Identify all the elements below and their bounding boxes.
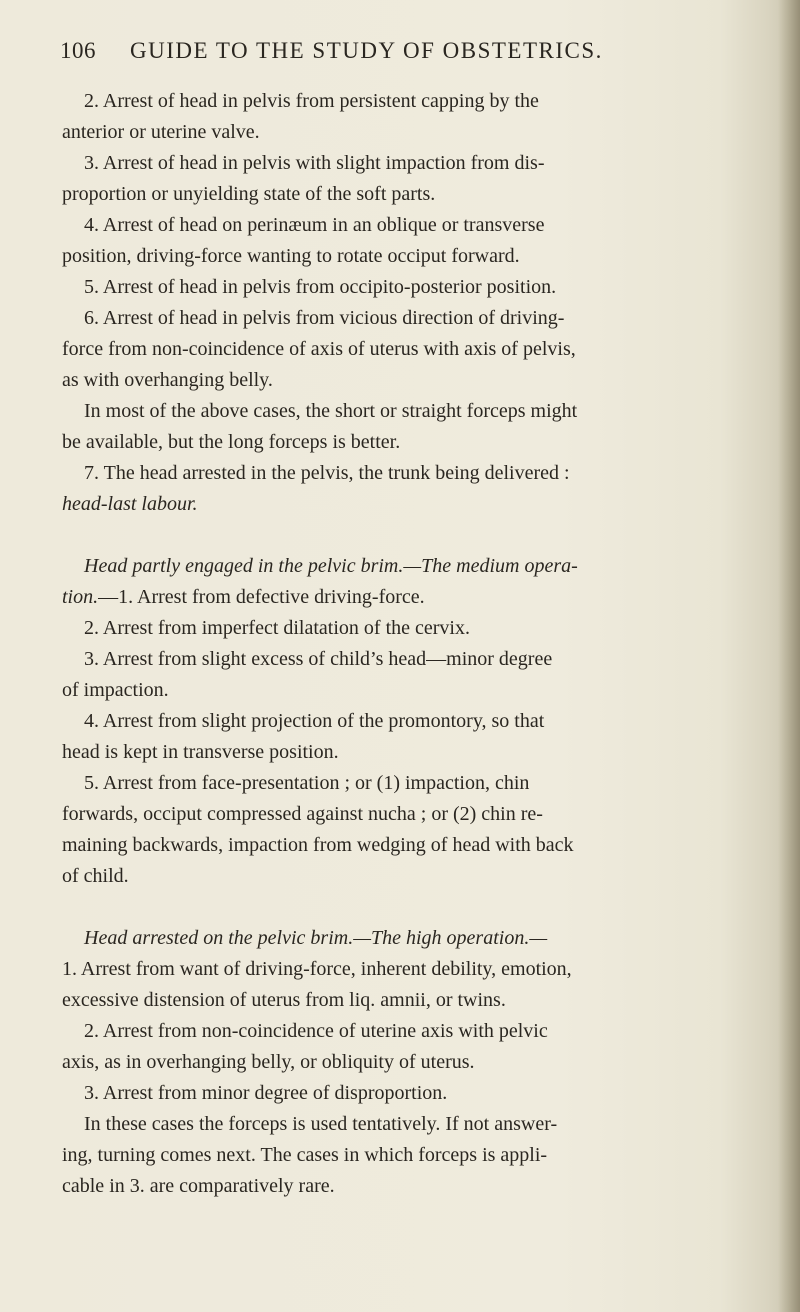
text-line: head is kept in transverse position. [62,741,339,763]
text-line: as with overhanging belly. [62,369,273,391]
text-line: anterior or uterine valve. [62,121,260,143]
page-number: 106 [60,38,96,63]
text-line: 6. Arrest of head in pelvis from vicious direction of driving- [84,307,565,329]
text-line: 5. Arrest of head in pelvis from occipito-posterior position. [84,276,557,298]
text-line: position, driving-force wanting to rotate occiput forward. [62,245,520,267]
paragraph-gap [62,520,768,551]
section-heading: Head arrested on the pelvic brim.—The high operation.— [84,927,548,949]
text-line: 4. Arrest from slight projection of the promontory, so that [84,710,545,732]
text-line: 3. Arrest from slight excess of child’s head—minor degree [84,648,553,670]
text-line: 3. Arrest of head in pelvis with slight impaction from dis- [84,152,545,174]
text-line: head-last labour. [62,493,198,515]
paragraph-gap [62,892,768,923]
text-line: In most of the above cases, the short or straight forceps might [84,400,578,422]
page-edge-shadow [778,0,800,1312]
text-line: 2. Arrest from imperfect dilatation of the cervix. [84,617,470,639]
section-heading-continued: tion. [62,586,99,608]
text-line: 1. Arrest from want of driving-force, inherent debility, emotion, [62,958,572,980]
text-line: 2. Arrest of head in pelvis from persistent capping by the [84,90,539,112]
text-line: In these cases the forceps is used tentatively. If not answer- [84,1113,558,1135]
section-heading: Head partly engaged in the pelvic brim.—The medium opera- [84,555,578,577]
text-line: ing, turning comes next. The cases in which forceps is appli- [62,1144,548,1166]
body-text [62,86,768,1202]
text-line: 2. Arrest from non-coincidence of uterine axis with pelvic [84,1020,548,1042]
text-line: cable in 3. are comparatively rare. [62,1175,335,1197]
text-line: 4. Arrest of head on perinæum in an oblique or transverse [84,214,545,236]
text-line: be available, but the long forceps is better. [62,431,401,453]
text-fragment: —1. Arrest from defective driving-force. [98,586,425,608]
text-line: forwards, occiput compressed against nucha ; or (2) chin re- [62,803,543,825]
text-line: 5. Arrest from face-presentation ; or (1) impaction, chin [84,772,530,794]
page-header [60,38,620,78]
text-line: proportion or unyielding state of the soft parts. [62,183,436,205]
text-line [62,582,768,613]
text-line: axis, as in overhanging belly, or obliquity of uterus. [62,1051,475,1073]
text-line: of child. [62,865,129,887]
text-line: force from non-coincidence of axis of uterus with axis of pelvis, [62,338,576,360]
text-line: maining backwards, impaction from wedging of head with back [62,834,574,856]
text-line: of impaction. [62,679,169,701]
text-line: excessive distension of uterus from liq. amnii, or twins. [62,989,506,1011]
text-line: 3. Arrest from minor degree of disproportion. [84,1082,448,1104]
text-line: 7. The head arrested in the pelvis, the trunk being delivered : [84,462,570,484]
running-title: GUIDE TO THE STUDY OF OBSTETRICS. [130,38,603,63]
